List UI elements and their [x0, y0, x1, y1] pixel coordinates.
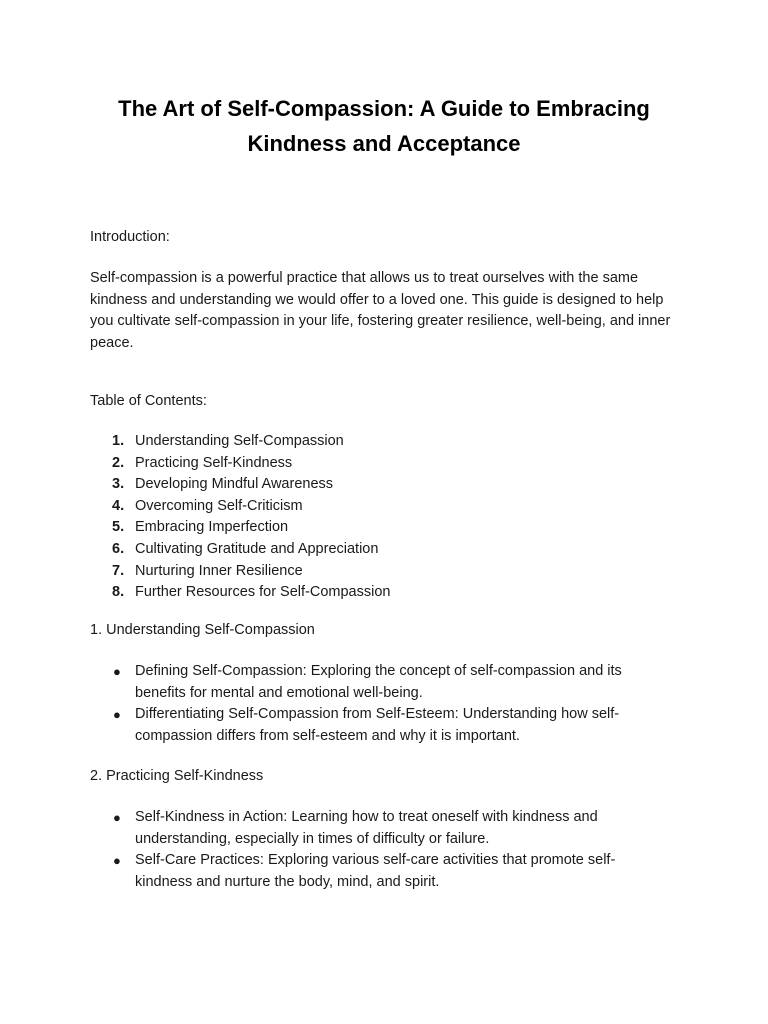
toc-number: 6.: [112, 540, 125, 557]
toc-item: [90, 453, 650, 475]
toc-number: 5.: [112, 519, 125, 536]
toc-item: [90, 474, 650, 496]
toc-text: Further Resources for Self-Compassion: [135, 584, 391, 601]
toc-number: 3.: [112, 476, 125, 493]
bullet-icon: ●: [113, 853, 121, 868]
section-heading-2: 2. Practicing Self-Kindness: [90, 768, 264, 784]
list-item-text: Differentiating Self-Compassion from Self-Esteem: Understanding how self-compassion differs from self-esteem and why it is important.: [135, 706, 620, 744]
section-1-bullets: [90, 661, 650, 747]
list-item-text: Self-Care Practices: Exploring various self-care activities that promote self-kindness and nurture the body, mind, and spirit.: [135, 852, 616, 890]
intro-paragraph: Self-compassion is a powerful practice that allows us to treat ourselves with the same kindness and understanding we would offer to a loved one. This guide is designed to help you cultivate self-compassion in your life, fostering greater resilience, well-being, and inner peace.: [90, 270, 671, 351]
toc-item: [90, 582, 650, 604]
table-of-contents: [90, 431, 650, 604]
list-item: [90, 807, 650, 850]
toc-label: Table of Contents:: [90, 393, 207, 409]
toc-number: 4.: [112, 497, 125, 514]
intro-label: Introduction:: [90, 229, 170, 245]
list-item: [90, 704, 650, 747]
toc-text: Cultivating Gratitude and Appreciation: [135, 540, 379, 557]
list-item: [90, 661, 650, 704]
toc-item: [90, 517, 650, 539]
document-title: The Art of Self-Compassion: A Guide to Embracing Kindness and Acceptance: [118, 96, 650, 156]
toc-number: 7.: [112, 562, 125, 579]
toc-item: [90, 431, 650, 453]
toc-text: Practicing Self-Kindness: [135, 454, 293, 471]
toc-text: Developing Mindful Awareness: [135, 476, 334, 493]
toc-item: [90, 496, 650, 518]
toc-item: [90, 539, 650, 561]
section-2-bullets: [90, 807, 650, 893]
toc-text: Understanding Self-Compassion: [135, 433, 344, 449]
bullet-icon: ●: [113, 707, 121, 722]
section-heading-1: 1. Understanding Self-Compassion: [90, 622, 315, 638]
toc-item: [90, 561, 650, 583]
list-item-text: Self-Kindness in Action: Learning how to treat oneself with kindness and understanding, especially in times of difficulty or failure.: [135, 809, 598, 847]
bullet-icon: ●: [113, 664, 121, 679]
toc-text: Nurturing Inner Resilience: [135, 562, 303, 579]
toc-text: Overcoming Self-Criticism: [135, 497, 303, 514]
toc-number: 2.: [112, 454, 125, 471]
list-item-text: Defining Self-Compassion: Exploring the concept of self-compassion and its benefits for mental and emotional well-being.: [135, 663, 622, 701]
toc-text: Embracing Imperfection: [135, 519, 289, 536]
bullet-icon: ●: [113, 810, 121, 825]
toc-number: 8.: [112, 584, 125, 601]
toc-number: 1.: [112, 433, 125, 449]
list-item: [90, 850, 650, 893]
